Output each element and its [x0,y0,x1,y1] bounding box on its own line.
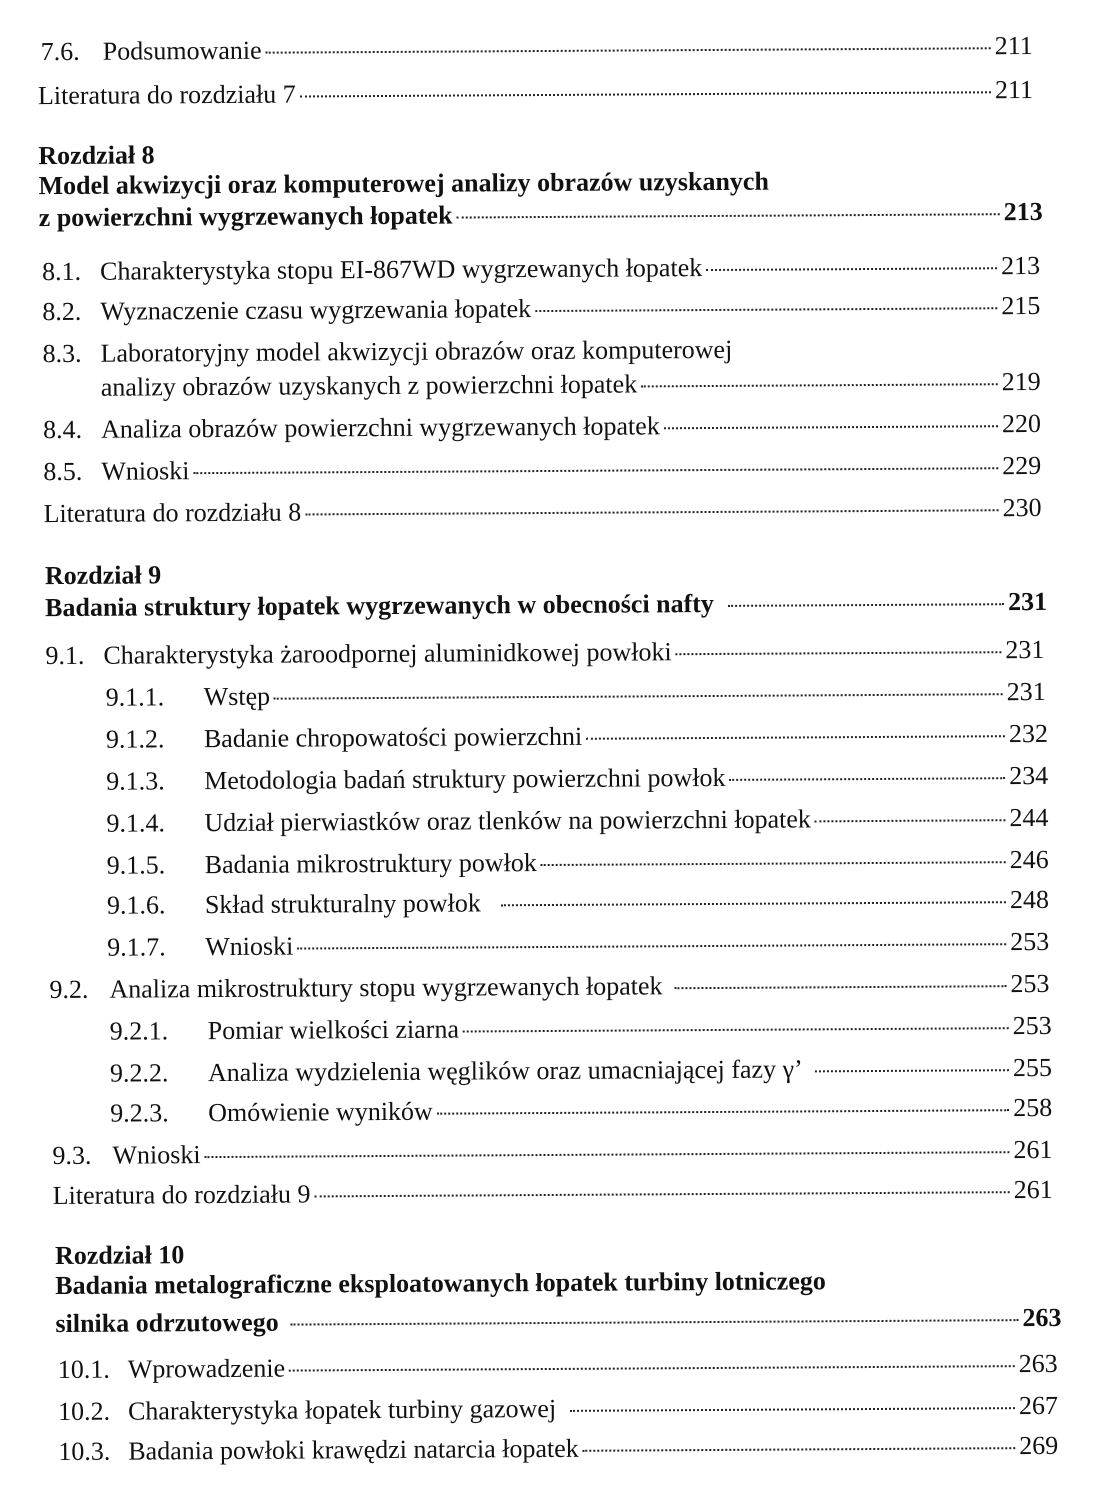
entry-page: 248 [1009,884,1049,915]
entry-page: 255 [1012,1052,1053,1083]
dot-leader [297,943,1006,949]
entry-title: Udział pierwiastków oraz tlenków na powierzchni łopatek [204,804,811,838]
entry-page: 231 [1008,586,1048,617]
entry-page: 253 [1012,1010,1052,1041]
dot-leader [541,861,1006,866]
entry-number: 8.5. [43,456,83,487]
toc-entry [58,1431,1058,1467]
entry-number: 9.2.2. [109,1058,169,1088]
entry-title: Wprowadzenie [127,1353,286,1384]
entry-title: Literatura do rozdziału 9 [52,1179,311,1211]
entry-title: Wyznaczenie czasu wygrzewania łopatek [100,294,532,326]
dot-leader [730,777,1006,781]
entry-title: Badania powłoki krawędzi natarcia łopatek [128,1433,579,1466]
toc-entry [107,927,1049,963]
dot-leader [676,651,1002,655]
entry-title: Skład strukturalny powłok [204,888,481,920]
entry-number: 9.1.2. [105,724,165,754]
entry-page: 219 [1001,366,1041,397]
toc-entry [45,587,1047,623]
entry-title: Podsumowanie [102,35,262,66]
entry-title: Badanie chropowatości powierzchni [203,721,583,754]
dot-leader [305,509,998,515]
entry-title: Metodologia badań struktury powierzchni powłok [204,762,726,796]
entry-number: 10.2. [57,1396,111,1426]
toc-entry [107,885,1049,921]
entry-title: Charakterystyka łopatek turbiny gazowej [127,1393,557,1426]
dot-leader [815,1069,1009,1072]
toc-entry [106,677,1046,713]
chapter-title: Badania struktury łopatek wygrzewanych w obecności nafty [45,588,714,623]
entry-title-continued: analizy obrazów uzyskanych z powierzchni łopatek [100,369,638,402]
dot-leader [437,1109,1009,1114]
toc-entry [110,1053,1052,1089]
dot-leader [706,267,997,271]
toc-entry [58,1349,1058,1385]
entry-page: 246 [1009,844,1049,875]
entry-number: 9.2. [49,974,89,1005]
entry-page: 261 [1013,1174,1053,1205]
entry-page: 244 [1009,802,1049,833]
toc-entry [53,1175,1053,1211]
entry-title: Wnioski [205,931,294,962]
entry-title: Analiza mikrostruktury stopu wygrzewanych łopatek [109,971,663,1004]
entry-number: 9.1. [45,640,85,671]
entry-title: Literatura do rozdziału 8 [43,497,302,529]
toc-entry [39,197,1043,233]
entry-number: 8.2. [42,296,82,327]
dot-leader [300,91,991,97]
toc-entry [110,1093,1052,1129]
entry-page: 232 [1008,718,1048,749]
entry-number: 9.2.1. [109,1016,169,1046]
dot-leader [815,819,1006,822]
entry-page: 230 [1002,492,1042,523]
dot-leader [289,1365,1015,1371]
entry-number: 7.6. [40,36,80,67]
entry-number: 9.1.5. [106,850,166,880]
entry-title: Literatura do rozdziału 7 [37,79,296,111]
entry-number: 9.1.4. [106,808,166,838]
dot-leader [535,307,997,312]
dot-leader [291,1319,1019,1325]
dot-leader [586,735,1005,740]
entry-page: 231 [1006,676,1046,707]
toc-entry [49,969,1049,1005]
entry-page: 229 [1002,450,1042,481]
chapter-title: z powierzchni wygrzewanych łopatek [38,200,453,233]
toc-entry [106,803,1048,839]
dot-leader [570,1407,1015,1412]
entry-page: 211 [994,31,1033,61]
dot-leader [193,467,998,474]
entry-title: Wnioski [112,1140,201,1170]
entry-page: 263 [1018,1348,1058,1379]
entry-title: Charakterystyka żaroodpornej aluminidkowej powłoki [103,637,672,670]
dot-leader [314,1191,1009,1197]
toc-entry [55,1303,1061,1339]
toc-entry [52,1135,1052,1171]
entry-number: 9.1.6. [106,890,166,920]
entry-page: 261 [1013,1134,1053,1165]
entry-title: Analiza obrazów powierzchni wygrzewanych łopatek [100,411,660,444]
toc-entry [58,1391,1058,1427]
chapter-title: Model akwizycji oraz komputerowej analizy obrazów uzyskanych [38,166,769,201]
entry-title: Charakterystyka stopu EI-867WD wygrzewanych łopatek [99,253,703,286]
entry-page: 211 [994,75,1034,105]
entry-number: 10.3. [58,1436,111,1466]
dot-leader [728,603,1004,607]
entry-number: 8.4. [42,414,83,445]
entry-page: 253 [1010,926,1050,957]
entry-number: 9.1.3. [106,766,165,796]
toc-entry [41,31,1033,67]
chapter-label: Rozdział 10 [54,1240,185,1271]
toc-entry [107,845,1049,881]
entry-number: 9.2.3. [110,1098,169,1128]
chapter-title: Badania metalograficzne eksploatowanych łopatek turbiny lotniczego [55,1266,826,1301]
entry-number: 9.3. [52,1140,92,1171]
entry-title: Laboratoryjny model akwizycji obrazów oraz komputerowej [100,334,733,368]
entry-number: 8.3. [42,338,82,369]
toc-entry [110,1011,1052,1047]
dot-leader [457,213,1000,218]
toc-entry [42,333,1040,369]
dot-leader [664,425,998,429]
toc-entry [45,635,1044,671]
entry-page: 234 [1009,760,1049,791]
dot-leader [266,47,991,53]
entry-page: 213 [1000,250,1041,281]
entry-page: 213 [1003,196,1043,227]
toc-entry [38,75,1033,111]
dot-leader [675,985,1007,989]
entry-page: 253 [1010,968,1050,999]
entry-title: Badania mikrostruktury powłok [204,848,537,880]
toc-entry [106,761,1048,797]
entry-page: 231 [1005,634,1045,665]
chapter-title: silnika odrzutowego [55,1307,279,1339]
dot-leader [205,1151,1010,1158]
toc-entry [43,493,1041,529]
chapter-label: Rozdział 8 [38,140,155,171]
entry-page: 267 [1018,1390,1059,1421]
entry-page: 215 [1001,290,1041,321]
toc-entry [42,291,1040,327]
entry-title: Pomiar wielkości ziarna [207,1014,460,1046]
entry-page: 220 [1001,408,1042,439]
dot-leader [274,693,1003,699]
entry-title: Omówienie wyników [208,1096,433,1128]
entry-number: 9.1.1. [105,682,165,712]
entry-number: 10.1. [57,1354,110,1384]
toc-entry [106,719,1048,755]
toc-entry [42,251,1040,287]
toc-entry [43,451,1041,487]
dot-leader [501,901,1006,906]
entry-page: 258 [1013,1092,1053,1123]
entry-page: 269 [1019,1430,1059,1461]
entry-title: Wstęp [203,681,271,712]
toc-entry [101,367,1041,403]
entry-number: 8.1. [41,256,82,287]
entry-title: Wnioski [101,456,190,486]
entry-title: Analiza wydzielenia węglików oraz umacniającej fazy γ’ [207,1054,803,1088]
dot-leader [641,383,998,387]
dot-leader [583,1447,1016,1452]
entry-number: 9.1.7. [107,932,166,962]
chapter-label: Rozdział 9 [44,560,162,591]
entry-page: 263 [1022,1302,1062,1333]
dot-leader [463,1027,1009,1032]
toc-entry [43,409,1041,445]
